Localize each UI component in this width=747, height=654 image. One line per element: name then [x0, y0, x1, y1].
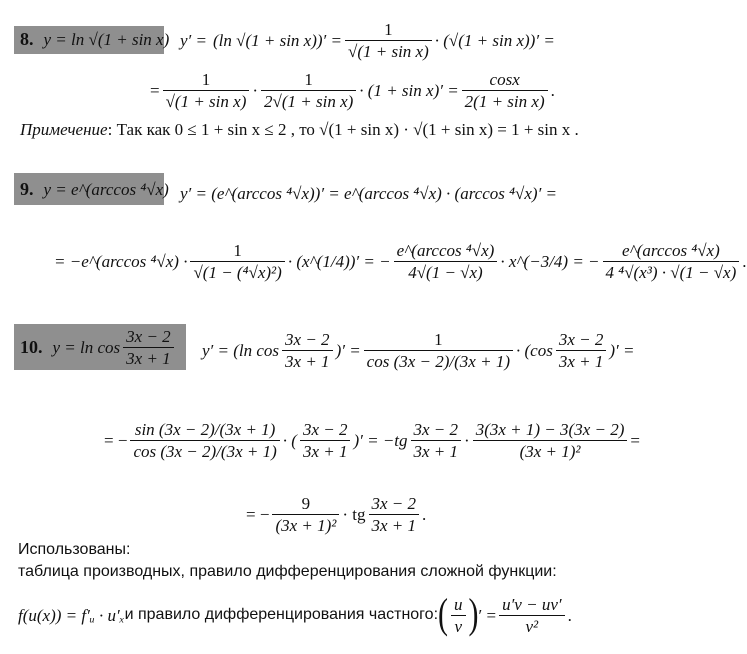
section-10-step-3-end: . — [422, 504, 427, 524]
fraction-numerator: e^(arccos ⁴√x) — [622, 240, 720, 260]
section-10-step-3-fraction-2 — [369, 495, 420, 534]
section-8-step-2-fraction-1 — [163, 71, 250, 110]
fraction-denominator: 3x + 1 — [285, 351, 330, 371]
section-9-step-2-fraction-2 — [394, 242, 498, 281]
section-8-step-1-fraction — [345, 21, 432, 60]
fraction-denominator: 4 ⁴√(x³) · √(1 − √x) — [605, 262, 737, 282]
section-9-header — [20, 180, 169, 198]
fraction-denominator: 3x + 1 — [302, 441, 348, 461]
section-9-step-2-mid2: · x^(−3/4) = − — [500, 251, 600, 271]
section-8-step-1-a: (ln √(1 + sin x))′ = — [213, 30, 342, 50]
fraction-denominator: 3x + 1 — [413, 441, 459, 461]
fraction-numerator: cosx — [489, 69, 520, 89]
section-8-step-1-lhs: y′ = — [180, 30, 207, 50]
fraction-numerator: e^(arccos ⁴√x) — [396, 240, 495, 260]
footer-text-line — [18, 564, 557, 580]
fraction-numerator: 3x − 2 — [302, 419, 348, 439]
note-label: Примечение — [20, 120, 108, 139]
section-9-step-2-mid: · (x^(1/4))′ = − — [287, 251, 391, 271]
section-8-note — [20, 121, 579, 138]
fraction-denominator: v — [454, 616, 463, 636]
section-10-step-2-e: = — [630, 430, 640, 450]
section-10-step-3-fraction-1 — [272, 495, 339, 534]
section-10-step-1-b: )′ = — [335, 340, 361, 360]
section-8-number: 8. — [20, 29, 34, 49]
section-10-step-2 — [104, 404, 640, 476]
section-8-step-2: = $\frac{1}{\text{√(1 + sin x)}}$ · $\frac{1}{\text{2√(1 + sin x)}}$ · (1 + sin x)′ = $\frac{\cos x}{\text{2(1 + sin x)}}$ . — [150, 69, 555, 111]
fraction-denominator: cos (3x − 2)/(3x + 1) — [133, 441, 277, 461]
chain-rule-formula: f(u(x)) = f′ᵤ · u′ₓ — [18, 605, 125, 625]
fraction-numerator: 1 — [201, 69, 211, 89]
section-10-step-2-b: · ( — [282, 430, 297, 450]
fraction-denominator: √(1 + sin x) — [165, 91, 247, 111]
footer-line-2: таблица производных, правило дифференцирования сложной функции: — [18, 563, 557, 580]
section-9-step-2 — [54, 236, 747, 286]
fraction-denominator: 3x + 1 — [371, 515, 417, 535]
footer-line-1: Использованы: — [18, 541, 131, 558]
section-9-step-1-a: y′ = (e^(arccos ⁴√x))′ = e^(arccos ⁴√x) · (arccos ⁴√x)′ = — [180, 183, 558, 203]
section-9-step-2-end: . — [742, 251, 747, 271]
fraction-numerator: 1 — [233, 240, 242, 260]
fraction-numerator: 1 — [304, 69, 313, 89]
footer-line-3-text: и правило дифференцирования частного: — [124, 606, 439, 623]
section-10-step-2-fraction-1 — [130, 421, 279, 460]
section-9-step-1 — [180, 176, 557, 210]
fraction-denominator: 3x + 1 — [126, 348, 171, 368]
section-10-step-2-d: · — [464, 430, 470, 450]
quotient-rule-fraction — [499, 596, 565, 635]
section-8-step-1-b: · (√(1 + sin x))′ = — [434, 30, 555, 50]
section-9-function: y = e^(arccos ⁴√x) — [43, 179, 169, 199]
fraction-numerator: 3(3x + 1) − 3(3x − 2) — [475, 419, 625, 439]
fraction-denominator: √(1 − (⁴√x)²) — [193, 262, 282, 282]
section-10-step-3 — [246, 492, 426, 536]
fraction-numerator: u′v − uv′ — [502, 594, 562, 614]
section-10-step-1-d: )′ = — [609, 340, 635, 360]
fraction-denominator: 2(1 + sin x) — [464, 91, 545, 111]
fraction-numerator: sin (3x − 2)/(3x + 1) — [134, 419, 276, 439]
quotient-fraction — [451, 596, 466, 635]
note-text: : Так как 0 ≤ 1 + sin x ≤ 2 , то √(1 + sin x) · √(1 + sin x) = 1 + sin x . — [107, 120, 579, 139]
fraction-numerator: 3x − 2 — [413, 419, 459, 439]
fraction-numerator: 3x − 2 — [558, 329, 604, 349]
fraction-numerator: u — [454, 594, 463, 614]
section-10-step-1-fraction-2 — [364, 331, 513, 370]
footer-line-3-eq: ′ = — [478, 605, 497, 625]
section-10-step-1 — [202, 326, 634, 374]
section-10-step-2-a: = − — [104, 430, 128, 450]
section-10-step-1-c: · (cos — [516, 340, 553, 360]
section-10-step-3-b: · tg — [342, 504, 366, 524]
fraction-numerator: 3x − 2 — [126, 326, 171, 346]
fraction-denominator: 3x + 1 — [558, 351, 604, 371]
section-8-step-2-a: = — [150, 80, 160, 100]
section-10-header — [20, 326, 177, 368]
footer-formula-line: f(u(x)) = f′ᵤ · u′ₓ и правило дифференцирования частного: ( $\frac{u}{v}$ ) ′ = $\frac{u'v - uv'}{\text{v²}}$ . — [18, 591, 572, 638]
section-10-step-3-a: = − — [246, 504, 270, 524]
section-8-step-2-fraction-2 — [261, 71, 356, 110]
fraction-denominator: √(1 + sin x) — [348, 41, 429, 61]
fraction-numerator: 3x − 2 — [371, 493, 417, 513]
fraction-numerator: 3x − 2 — [285, 329, 330, 349]
fraction-denominator: 4√(1 − √x) — [408, 262, 483, 282]
section-10-header-fraction — [123, 328, 174, 367]
fraction-denominator: cos (3x − 2)/(3x + 1) — [366, 351, 510, 371]
section-10-step-2-fraction-4 — [473, 421, 628, 460]
section-10-number: 10. — [20, 337, 43, 357]
section-9-step-2-fraction-1 — [190, 242, 284, 281]
fraction-denominator: 2√(1 + sin x) — [264, 91, 354, 111]
section-9-step-2-a: = −e^(arccos ⁴√x) · — [54, 251, 188, 271]
section-9-number: 9. — [20, 179, 34, 199]
section-8-step-2-fraction-3 — [462, 71, 548, 110]
fraction-denominator: (3x + 1)² — [275, 515, 337, 535]
section-10-step-2-fraction-2 — [300, 421, 351, 460]
fraction-numerator: 1 — [434, 329, 443, 349]
section-10-step-2-fraction-3 — [411, 421, 462, 460]
footer-used-label — [18, 542, 130, 558]
fraction-numerator: 9 — [301, 493, 311, 513]
section-10-step-1-a: y′ = (ln cos — [202, 340, 280, 360]
section-8-step-2-end: . — [550, 80, 555, 100]
section-8-function: y = ln √(1 + sin x) — [43, 29, 170, 49]
section-10-step-1-fraction-1 — [282, 331, 333, 370]
footer-line-3-end: . — [567, 605, 572, 625]
section-8-header — [20, 30, 169, 48]
section-8-step-1 — [180, 20, 555, 60]
section-10-function-a: y = ln cos — [52, 337, 121, 357]
fraction-denominator: (3x + 1)² — [519, 441, 581, 461]
section-9-step-2-fraction-3 — [603, 242, 740, 281]
section-10-step-1-fraction-3 — [556, 331, 607, 370]
fraction-numerator: 1 — [384, 19, 393, 39]
section-8-step-2-mid: · (1 + sin x)′ = — [359, 80, 459, 100]
section-10-step-2-c: )′ = −tg — [353, 430, 408, 450]
fraction-denominator: v² — [525, 616, 539, 636]
